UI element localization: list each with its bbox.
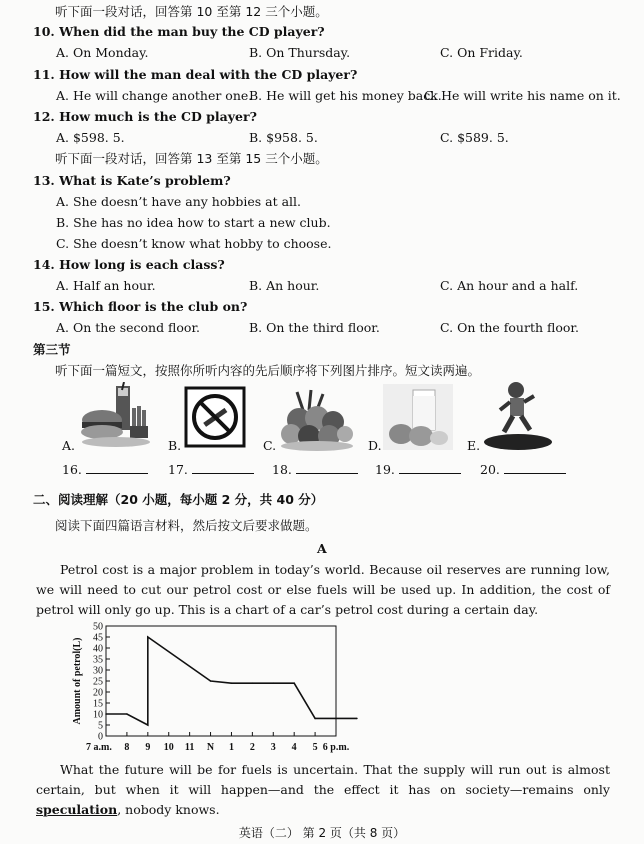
data-point [252, 682, 254, 684]
option-14a: A. Half an hour. [56, 278, 156, 293]
section-intro: 听下面一段对话，回答第 10 至第 12 三个小题。 [55, 4, 328, 19]
question-15: 15. Which floor is the club on? [33, 299, 248, 314]
data-point [105, 713, 107, 715]
answer-blank-16[interactable]: 16. [62, 462, 148, 478]
option-15c: C. On the fourth floor. [440, 320, 579, 335]
x-tick-label: 7 a.m. [86, 742, 112, 753]
section-intro: 听下面一段对话，回答第 13 至第 15 三个小题。 [55, 151, 328, 166]
petrol-chart [62, 620, 362, 758]
option-11a: A. He will change another one. [56, 88, 253, 103]
option-15b: B. On the third floor. [249, 320, 380, 335]
option-10b: B. On Thursday. [249, 45, 351, 60]
y-tick-label: 50 [93, 621, 103, 633]
question-11: 11. How will the man deal with the CD player? [33, 67, 358, 82]
passage-label: A [317, 541, 327, 556]
y-tick-label: 35 [93, 654, 103, 666]
data-point [356, 718, 358, 720]
picture-label-a: A. [62, 438, 76, 453]
option-12c: C. $589. 5. [440, 130, 509, 145]
option-12a: A. $598. 5. [56, 130, 125, 145]
option-12b: B. $958. 5. [249, 130, 318, 145]
reading-instruction: 阅读下面四篇语言材料，然后按文后要求做题。 [55, 518, 318, 533]
data-point [272, 682, 274, 684]
data-point [335, 718, 337, 720]
data-point [126, 713, 128, 715]
y-tick-label: 30 [93, 665, 103, 677]
y-tick-label: 45 [93, 632, 103, 644]
page-footer: 英语（二） 第 2 页（共 8 页） [238, 826, 406, 840]
x-tick-label: 8 [124, 742, 130, 753]
y-tick-label: 40 [93, 643, 103, 655]
picture-label-b: B. [168, 438, 182, 453]
x-tick-label: 3 [270, 742, 276, 753]
data-point [231, 682, 233, 684]
x-tick-label: 9 [145, 742, 151, 753]
y-axis-label: Amount of petrol(L) [72, 637, 83, 725]
question-12: 12. How much is the CD player? [33, 109, 257, 124]
chart-frame [106, 626, 336, 736]
x-tick-label: 4 [291, 742, 297, 753]
y-tick-label: 5 [98, 720, 103, 732]
no-smoking-sign-image [184, 386, 246, 448]
answer-blank-18[interactable]: 18. [272, 462, 358, 478]
option-14b: B. An hour. [249, 278, 320, 293]
option-13a: A. She doesn’t have any hobbies at all. [56, 194, 302, 209]
x-tick-label: 5 [312, 742, 318, 753]
option-11c: C. He will write his name on it. [424, 88, 621, 103]
question-14: 14. How long is each class? [33, 257, 225, 272]
section-title: 第三节 [33, 342, 71, 357]
passage-paragraph-2: What the future will be for fuels is uncertain. That the supply will run out is almost certain, but when it will happen—and the effect it has on society—remains only speculation, nobody knows. [36, 762, 610, 817]
petrol-line [106, 637, 357, 725]
y-tick-label: 0 [98, 731, 103, 743]
question-13: 13. What is Kate’s problem? [33, 173, 231, 188]
option-14c: C. An hour and a half. [440, 278, 579, 293]
reading-heading: 二、阅读理解（20 小题，每小题 2 分，共 40 分） [33, 492, 324, 507]
option-11b: B. He will get his money back. [249, 88, 442, 103]
speculation-word: speculation [36, 802, 118, 817]
answer-blank-19[interactable]: 19. [375, 462, 461, 478]
fast-food-image [78, 382, 154, 452]
y-tick-label: 20 [93, 687, 103, 699]
data-point [147, 636, 149, 638]
answer-blank-20[interactable]: 20. [480, 462, 566, 478]
milk-and-eggs-image [383, 384, 453, 450]
x-tick-label: N [206, 742, 215, 753]
x-tick-label: 2 [249, 742, 255, 753]
picture-label-c: C. [263, 438, 277, 453]
x-tick-label: 10 [163, 742, 174, 753]
option-10a: A. On Monday. [56, 45, 149, 60]
section-instruction: 听下面一篇短文，按照你所听内容的先后顺序将下列图片排序。短文读两遍。 [55, 363, 481, 378]
x-tick-label: 6 p.m. [322, 742, 350, 753]
picture-label-e: E. [467, 438, 481, 453]
y-tick-label: 15 [93, 698, 103, 710]
running-boy-image [482, 380, 554, 452]
question-10: 10. When did the man buy the CD player? [33, 24, 325, 39]
picture-label-d: D. [368, 438, 382, 453]
x-tick-label: 11 [184, 742, 195, 753]
answer-blank-17[interactable]: 17. [168, 462, 254, 478]
option-13b: B. She has no idea how to start a new club. [56, 215, 331, 230]
data-point [210, 680, 212, 682]
option-10c: C. On Friday. [440, 45, 523, 60]
data-point [314, 718, 316, 720]
option-15a: A. On the second floor. [56, 320, 201, 335]
data-point [147, 724, 149, 726]
x-tick-label: 1 [228, 742, 234, 753]
fruit-basket-image [277, 388, 355, 452]
data-point [293, 682, 295, 684]
passage-paragraph-1: Petrol cost is a major problem in today’s world. Because oil reserves are running low, we will need to cut our petrol cost or else fuels will be used up. In addition, the cost of petrol will only go up. This is a chart of a car’s petrol cost during a certain day. [36, 562, 610, 617]
y-tick-label: 25 [93, 676, 103, 688]
y-tick-label: 10 [93, 709, 103, 721]
option-13c: C. She doesn’t know what hobby to choose. [56, 236, 332, 251]
